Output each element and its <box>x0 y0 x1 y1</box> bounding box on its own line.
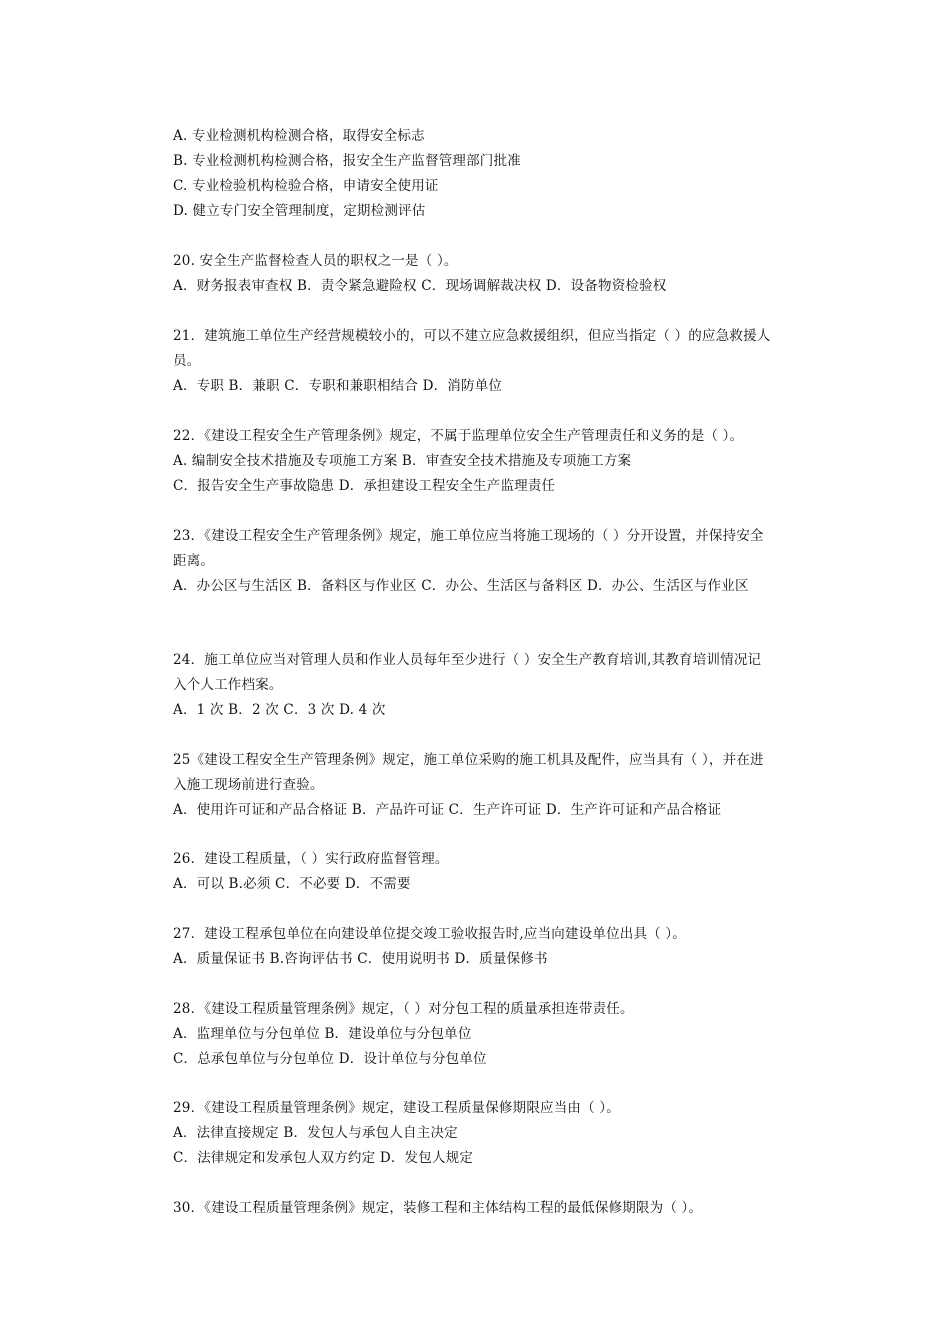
option-line: A．使用许可证和产品合格证 B．产品许可证 C．生产许可证 D．生产许可证和产品合格证 <box>173 802 722 818</box>
option-line: C．总承包单位与分包单位 D．设计单位与分包单位 <box>173 1051 487 1067</box>
question-28: 28．《建设工程质量管理条例》规定，（ ）对分包工程的质量承担连带责任。 <box>173 1001 634 1017</box>
option-line: B. 专业检测机构检测合格，报安全生产监督管理部门批准 <box>173 153 521 169</box>
question-23: 23．《建设工程安全生产管理条例》规定，施工单位应当将施工现场的（ ）分开设置，并保持安全 <box>173 528 764 544</box>
option-line: A．专职 B．兼职 C．专职和兼职相结合 D．消防单位 <box>173 378 503 394</box>
question-29: 29．《建设工程质量管理条例》规定，建设工程质量保修期限应当由（ ）。 <box>173 1100 620 1116</box>
question-23-cont: 距离。 <box>173 553 215 569</box>
question-26: 26．建设工程质量，（ ）实行政府监督管理。 <box>173 851 449 867</box>
option-line: A．监理单位与分包单位 B．建设单位与分包单位 <box>173 1026 472 1042</box>
option-line: A．1 次 B．2 次 C．3 次 D. 4 次 <box>173 702 386 718</box>
question-30: 30．《建设工程质量管理条例》规定，装修工程和主体结构工程的最低保修期限为（ ）。 <box>173 1200 703 1216</box>
option-line: C．法律规定和发承包人双方约定 D．发包人规定 <box>173 1150 474 1166</box>
option-line: A．可以 B.必须 C．不必要 D．不需要 <box>173 876 411 892</box>
question-25-cont: 入施工现场前进行查验。 <box>173 777 324 793</box>
option-line: D. 健立专门安全管理制度，定期检测评估 <box>173 203 426 219</box>
option-line: A. 专业检测机构检测合格，取得安全标志 <box>173 128 425 144</box>
question-24-cont: 入个人工作档案。 <box>173 677 283 693</box>
question-21-cont: 员。 <box>173 353 201 369</box>
option-line: A．法律直接规定 B．发包人与承包人自主决定 <box>173 1125 458 1141</box>
option-line: A. 编制安全技术措施及专项施工方案 B．审查安全技术措施及专项施工方案 <box>173 453 632 469</box>
question-27: 27．建设工程承包单位在向建设单位提交竣工验收报告时,应当向建设单位出具（ ）。 <box>173 926 687 942</box>
question-25: 25《建设工程安全生产管理条例》规定，施工单位采购的施工机具及配件，应当具有（ ），并在进 <box>173 752 764 768</box>
option-line: C．报告安全生产事故隐患 D．承担建设工程安全生产监理责任 <box>173 478 556 494</box>
question-21: 21．建筑施工单位生产经营规模较小的，可以不建立应急救援组织，但应当指定（ ）的应急救援人 <box>173 328 771 344</box>
option-line: A．质量保证书 B.咨询评估书 C．使用说明书 D．质量保修书 <box>173 951 548 967</box>
question-24: 24．施工单位应当对管理人员和作业人员每年至少进行（ ）安全生产教育培训,其教育培训情况记 <box>173 652 762 668</box>
option-line: A．财务报表审查权 B．责令紧急避险权 C．现场调解裁决权 D．设备物资检验权 <box>173 278 667 294</box>
question-22: 22．《建设工程安全生产管理条例》规定，不属于监理单位安全生产管理责任和义务的是（ ）。 <box>173 428 744 444</box>
option-line: C. 专业检验机构检验合格，申请安全使用证 <box>173 178 439 194</box>
question-20: 20. 安全生产监督检查人员的职权之一是（ ）。 <box>173 253 458 269</box>
option-line: A．办公区与生活区 B．备料区与作业区 C．办公、生活区与备料区 D．办公、生活区与作业区 <box>173 578 749 594</box>
